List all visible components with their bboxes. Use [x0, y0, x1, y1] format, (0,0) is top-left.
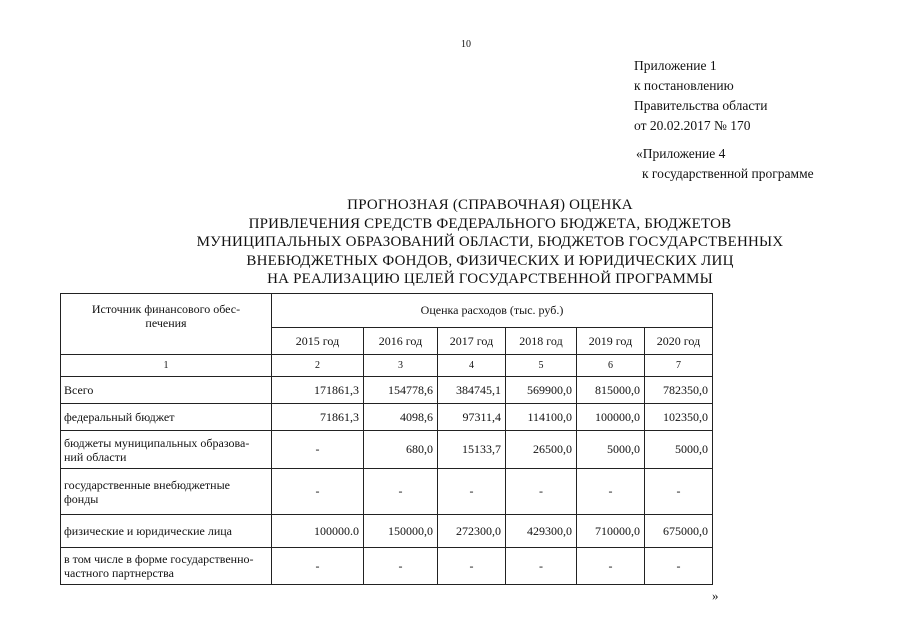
source-header-line: Источник финансового обес- — [91, 302, 241, 316]
document-title — [160, 196, 820, 289]
source-header-line: печения — [145, 316, 187, 330]
row-label-line: ний области — [64, 449, 127, 464]
appendix-1-line: Приложение 1 — [634, 58, 717, 73]
value-cell: 26500,0 — [506, 431, 577, 469]
row-label-line: государственные внебюджетные — [64, 477, 230, 492]
table-row — [61, 548, 713, 585]
value-cell: 100000,0 — [577, 404, 645, 431]
row-label — [61, 548, 272, 585]
row-label-line: фонды — [64, 491, 99, 506]
value-cell: 154778,6 — [364, 377, 438, 404]
row-label-line: в том числе в форме государственно- — [64, 552, 254, 566]
row-label-line: федеральный бюджет — [64, 410, 175, 424]
value-cell: 569900,0 — [506, 377, 577, 404]
year-header: 2020 год — [645, 328, 713, 355]
appendix-1-line: к постановлению — [634, 78, 734, 93]
value-cell: 97311,4 — [438, 404, 506, 431]
value-cell: 5000,0 — [645, 431, 713, 469]
value-cell: 15133,7 — [438, 431, 506, 469]
row-label-line: частного партнерства — [64, 566, 174, 580]
title-line: ПРИВЛЕЧЕНИЯ СРЕДСТВ ФЕДЕРАЛЬНОГО БЮДЖЕТА, БЮДЖЕТОВ — [248, 215, 732, 232]
value-cell: - — [438, 469, 506, 515]
value-cell: - — [364, 469, 438, 515]
closing-quote-mark: » — [712, 588, 719, 603]
appendix-4-block — [636, 144, 814, 184]
row-label — [61, 431, 272, 469]
value-cell: 815000,0 — [577, 377, 645, 404]
table-row — [61, 515, 713, 548]
column-number: 1 — [61, 355, 272, 377]
value-cell: - — [577, 469, 645, 515]
value-cell: - — [272, 548, 364, 585]
value-cell: - — [438, 548, 506, 585]
value-cell: - — [645, 469, 713, 515]
column-number: 6 — [577, 355, 645, 377]
value-cell: - — [645, 548, 713, 585]
value-cell: 680,0 — [364, 431, 438, 469]
value-cell: 710000,0 — [577, 515, 645, 548]
column-number: 7 — [645, 355, 713, 377]
estimate-header: Оценка расходов (тыс. руб.) — [272, 294, 713, 328]
value-cell: 100000.0 — [272, 515, 364, 548]
column-number: 4 — [438, 355, 506, 377]
year-header: 2015 год — [272, 328, 364, 355]
appendix-1-line: Правительства области — [634, 98, 768, 113]
page-number: 10 — [461, 39, 471, 50]
column-number: 2 — [272, 355, 364, 377]
value-cell: 429300,0 — [506, 515, 577, 548]
financing-table — [60, 293, 713, 585]
value-cell: 782350,0 — [645, 377, 713, 404]
appendix-4-line: «Приложение 4 — [636, 146, 726, 161]
value-cell: 150000,0 — [364, 515, 438, 548]
appendix-1-block — [634, 56, 767, 136]
appendix-1-line: от 20.02.2017 № 170 — [634, 118, 751, 133]
year-header: 2018 год — [506, 328, 577, 355]
table-row — [61, 431, 713, 469]
value-cell: 71861,3 — [272, 404, 364, 431]
year-header: 2017 год — [438, 328, 506, 355]
row-label-line: бюджеты муниципальных образова- — [64, 435, 250, 450]
value-cell: - — [364, 548, 438, 585]
table-row — [61, 377, 713, 404]
title-line: МУНИЦИПАЛЬНЫХ ОБРАЗОВАНИЙ ОБЛАСТИ, БЮДЖЕТОВ ГОСУДАРСТВЕННЫХ — [196, 234, 784, 251]
value-cell: - — [577, 548, 645, 585]
value-cell: - — [272, 431, 364, 469]
value-cell: - — [506, 548, 577, 585]
title-line: ВНЕБЮДЖЕТНЫХ ФОНДОВ, ФИЗИЧЕСКИХ И ЮРИДИЧЕСКИХ ЛИЦ — [246, 252, 734, 269]
value-cell: - — [272, 469, 364, 515]
column-number: 3 — [364, 355, 438, 377]
value-cell: 102350,0 — [645, 404, 713, 431]
table-row — [61, 469, 713, 515]
row-label — [61, 515, 272, 548]
year-header: 2019 год — [577, 328, 645, 355]
title-line: ПРОГНОЗНАЯ (СПРАВОЧНАЯ) ОЦЕНКА — [347, 197, 633, 213]
row-label — [61, 469, 272, 515]
row-label — [61, 404, 272, 431]
value-cell: 675000,0 — [645, 515, 713, 548]
column-number-row — [61, 355, 713, 377]
value-cell: 4098,6 — [364, 404, 438, 431]
value-cell: 272300,0 — [438, 515, 506, 548]
title-line: НА РЕАЛИЗАЦИЮ ЦЕЛЕЙ ГОСУДАРСТВЕННОЙ ПРОГРАММЫ — [267, 271, 713, 288]
row-label — [61, 377, 272, 404]
value-cell: 5000,0 — [577, 431, 645, 469]
value-cell: - — [506, 469, 577, 515]
column-number: 5 — [506, 355, 577, 377]
row-label-line: Всего — [64, 383, 94, 397]
source-header-cell — [61, 294, 272, 355]
value-cell: 384745,1 — [438, 377, 506, 404]
value-cell: 114100,0 — [506, 404, 577, 431]
row-label-line: физические и юридические лица — [64, 524, 232, 538]
year-header: 2016 год — [364, 328, 438, 355]
table-row — [61, 404, 713, 431]
appendix-4-line: к государственной программе — [642, 166, 814, 181]
value-cell: 171861,3 — [272, 377, 364, 404]
